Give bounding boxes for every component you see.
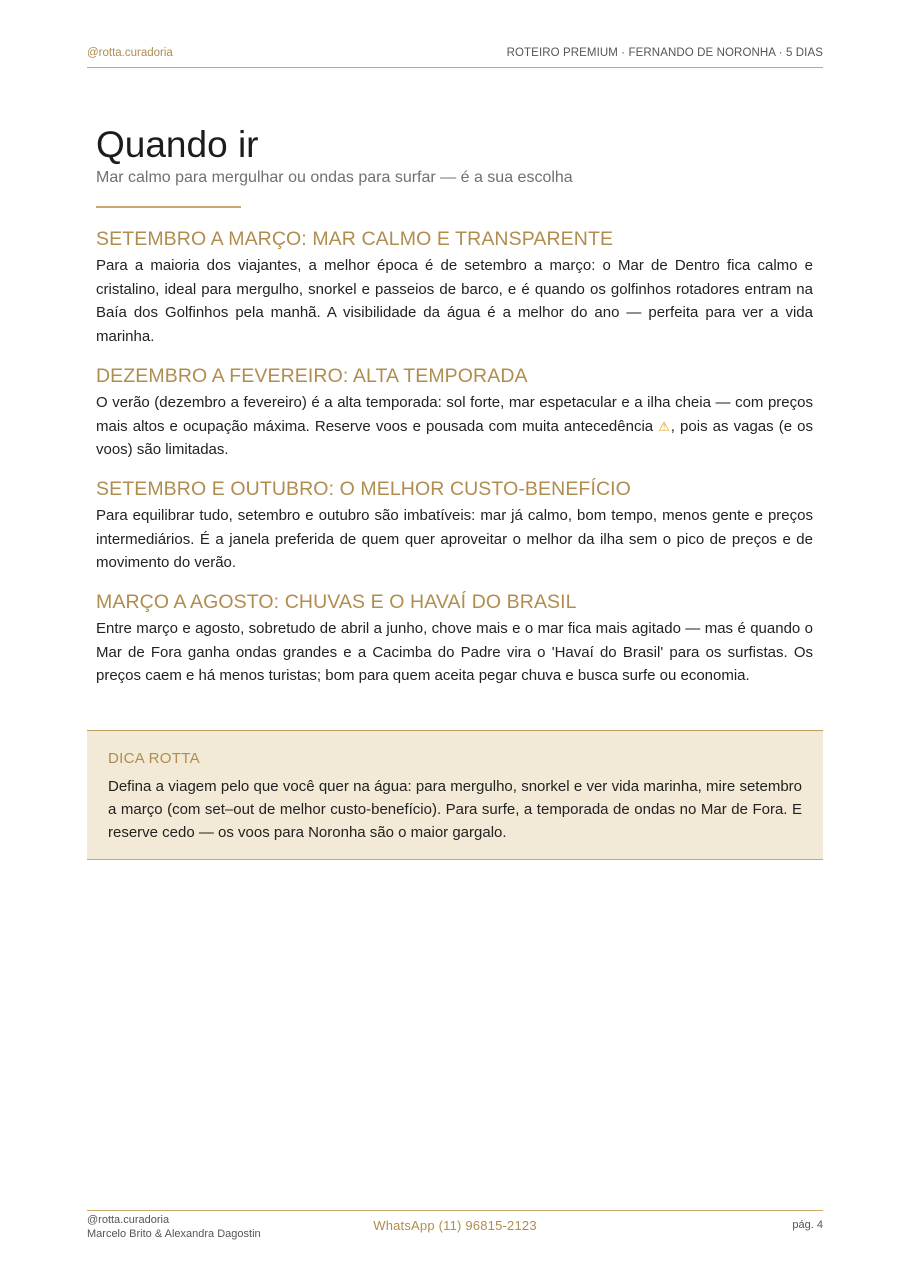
section-heading: MARÇO A AGOSTO: CHUVAS E O HAVAÍ DO BRASIL: [96, 591, 577, 614]
tip-text: Defina a viagem pelo que você quer na água: para mergulho, snorkel e ver vida marinha, mire setembro a março (com set–out de melhor custo-benefício). Para surfe, a temporada de ondas no Mar de Fora. E reserve cedo — os voos para Noronha são o maior gargalo.: [108, 778, 802, 841]
tip-title: DICA ROTTA: [108, 750, 200, 767]
section-body: Para equilibrar tudo, setembro e outubro são imbatíveis: mar já calmo, bom tempo, menos gente e preços intermediários. É a janela preferida de quem quer aproveitar o melhor da ilha sem o pico de preços e de movimento do verão.: [96, 506, 813, 572]
footer-authors: Marcelo Brito & Alexandra Dagostin: [87, 1228, 261, 1240]
footer-brand: @rotta.curadoria: [87, 1214, 170, 1226]
warning-icon: ⚠: [658, 418, 671, 434]
page-footer: [87, 1210, 823, 1251]
header-brand: @rotta.curadoria: [87, 47, 173, 59]
section-body: Para a maioria dos viajantes, a melhor época é de setembro a março: o Mar de Dentro fica calmo e cristalino, ideal para mergulho, snorkel e passeios de barco, e é quando os golfinhos rotadores entram na Baía dos Golfinhos pela manhã. A visibilidade da água é a melhor do ano — perfeita para ver a vida marinha.: [96, 257, 813, 346]
section-september-to-march: [96, 226, 813, 349]
section-heading: DEZEMBRO A FEVEREIRO: ALTA TEMPORADA: [96, 364, 528, 387]
section-september-and-october: [96, 476, 813, 575]
section-heading: SETEMBRO E OUTUBRO: O MELHOR CUSTO-BENEFÍCIO: [96, 477, 631, 500]
page-subtitle: Mar calmo para mergulhar ou ondas para surfar — é a sua escolha: [96, 169, 573, 186]
section-december-to-february: [96, 363, 813, 462]
page-header: [87, 46, 823, 68]
main-content: [96, 122, 813, 688]
footer-whatsapp: WhatsApp (11) 96815-2123: [373, 1218, 537, 1233]
header-document-title: ROTEIRO PREMIUM · FERNANDO DE NORONHA · 5 DIAS: [506, 47, 823, 59]
footer-page-number: pág. 4: [792, 1219, 823, 1231]
section-heading: SETEMBRO A MARÇO: MAR CALMO E TRANSPARENTE: [96, 228, 614, 250]
section-body: [96, 391, 813, 462]
section-body: Entre março e agosto, sobretudo de abril a junho, chove mais e o mar fica mais agitado — mas é quando o Mar de Fora ganha ondas grandes e a Cacimba do Padre vira o 'Havaí do Brasil' para os surfistas. Os preços caem e há menos turistas; bom para quem aceita pegar chuva e busca surfe ou economia.: [96, 620, 813, 685]
section-march-to-august: [96, 589, 813, 688]
title-underline: [96, 206, 241, 208]
section-body-text-start: O verão (dezembro a fevereiro) é a alta temporada: sol forte, mar espetacular e a ilha cheia — com preços mais altos e ocupação máxima. Reserve voos e pousada com muita antecedência: [96, 393, 813, 435]
section-body-text-end: , pois as vagas (e os voos) são limitadas.: [96, 417, 813, 459]
tip-box: [87, 730, 823, 860]
page-title: Quando ir: [96, 124, 259, 165]
